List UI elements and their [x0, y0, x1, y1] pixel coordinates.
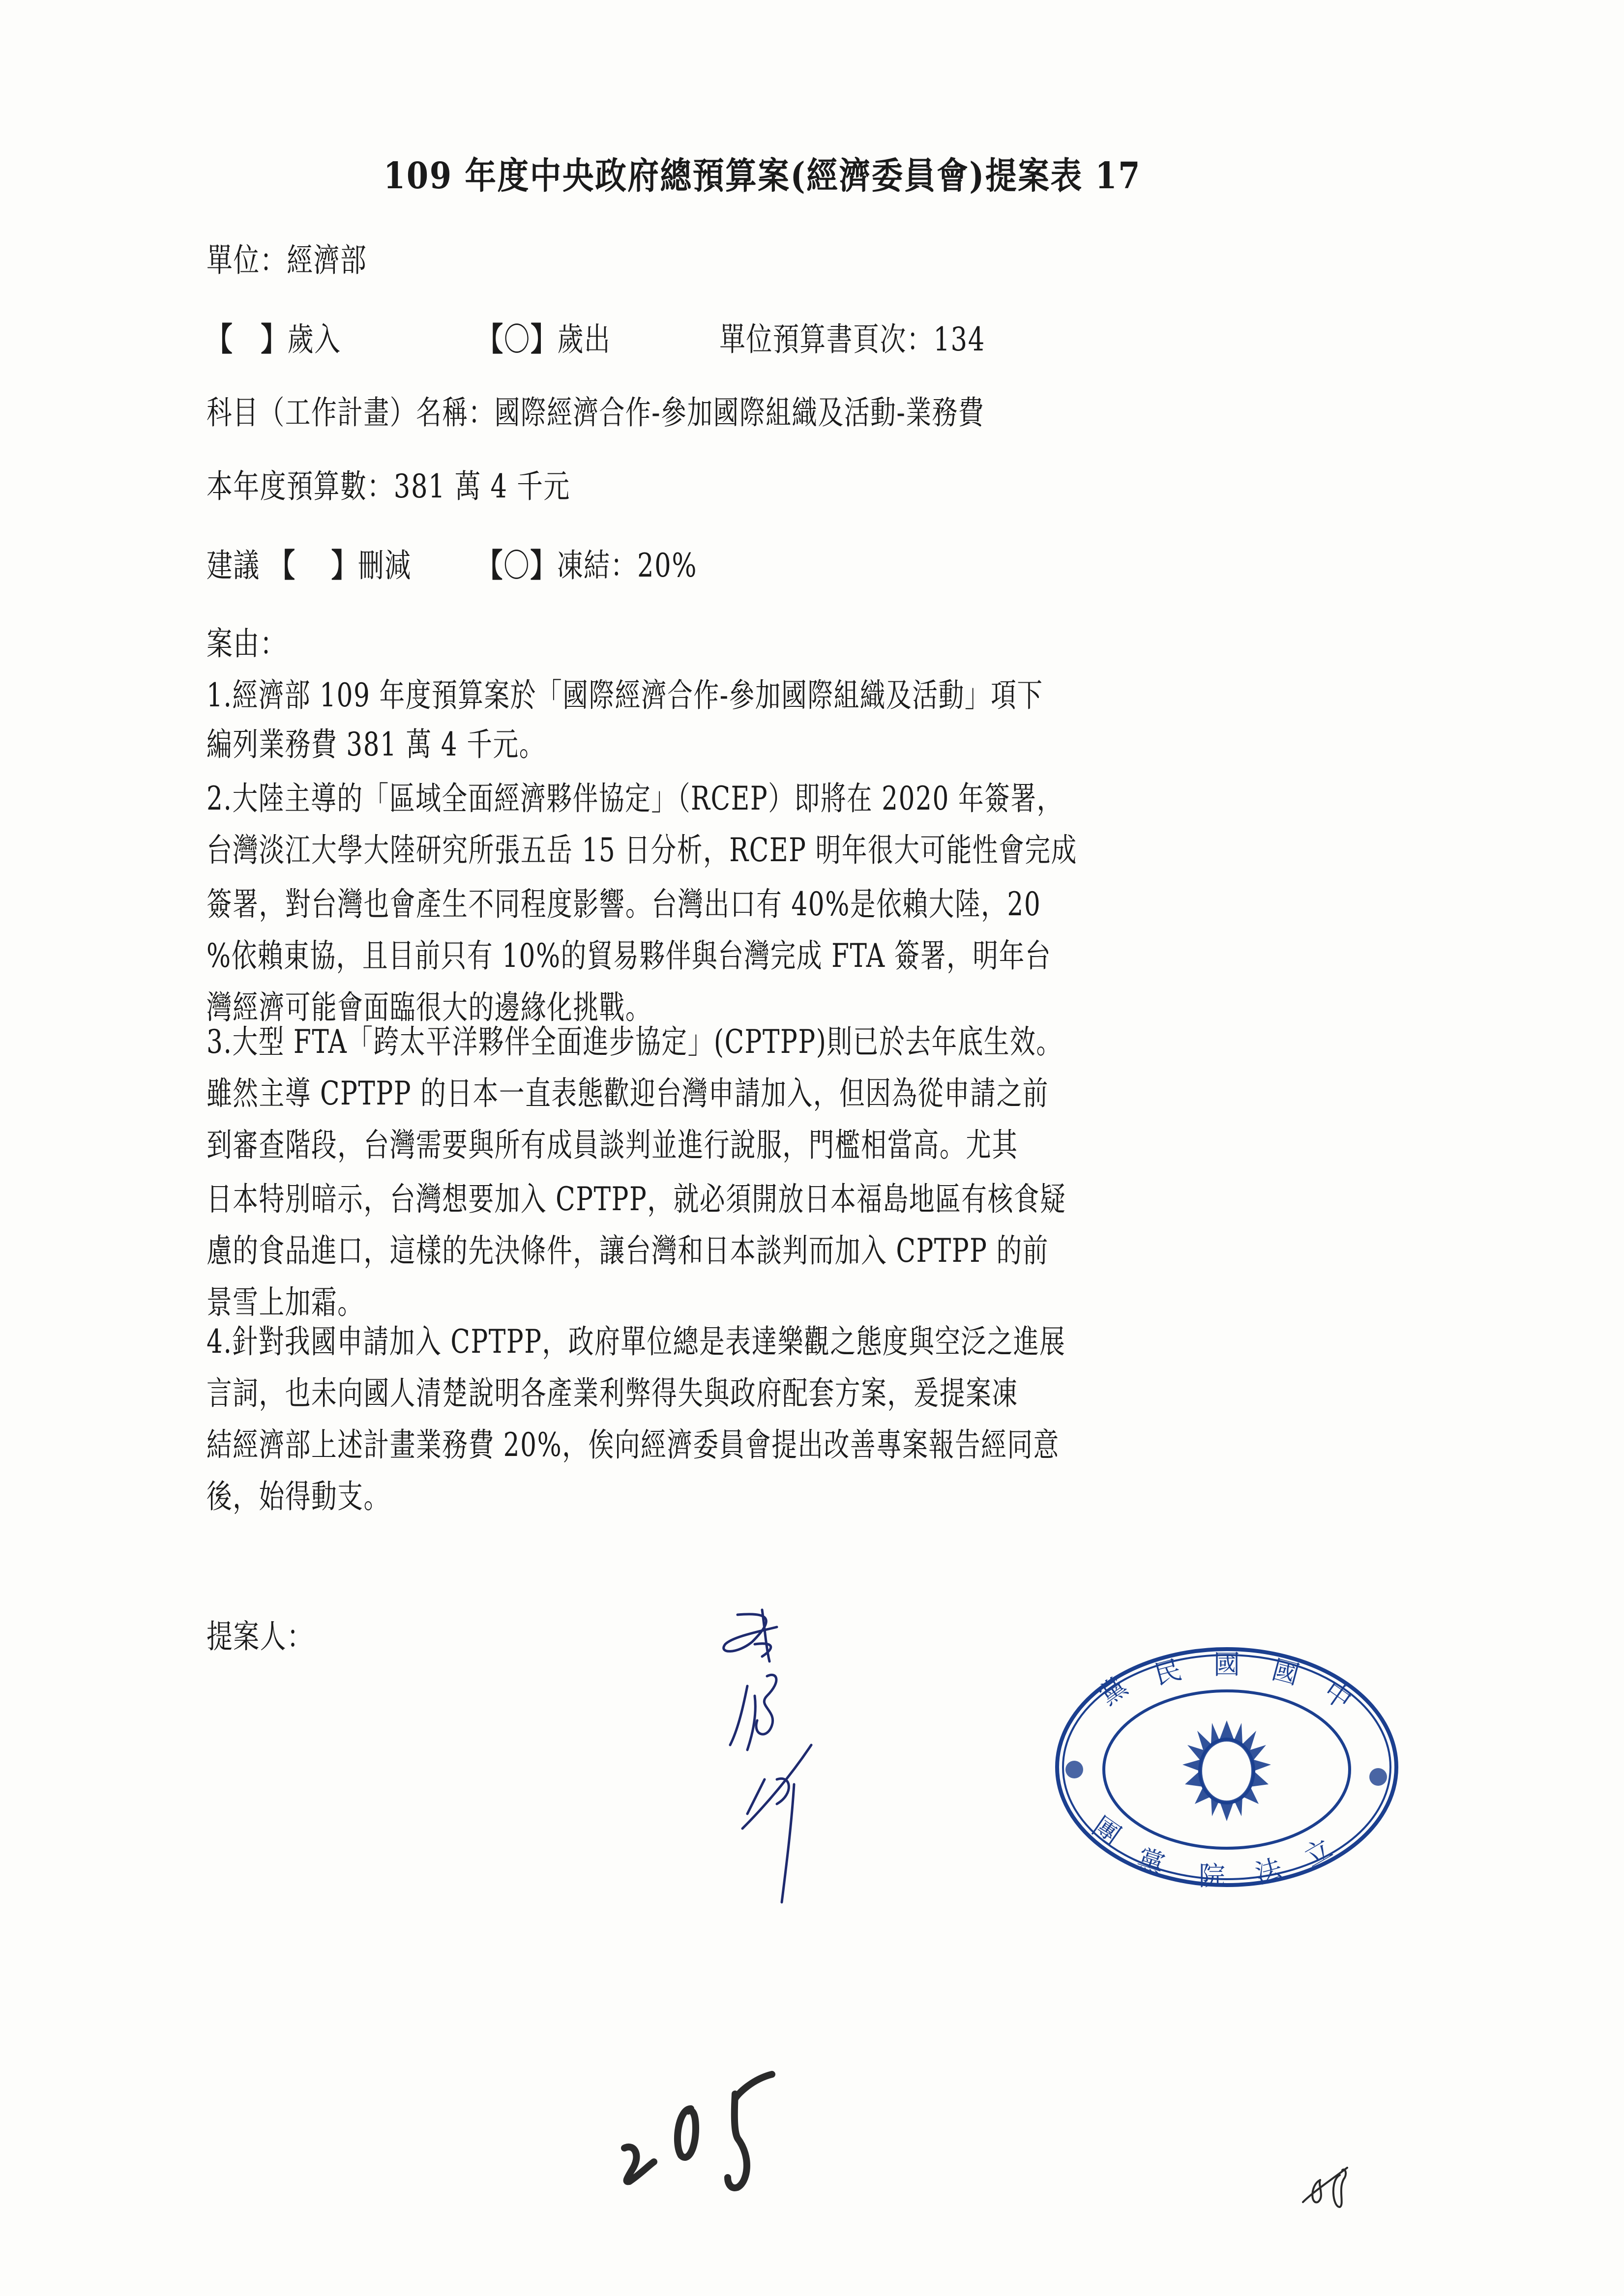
- reason-line: 簽署，對台灣也會產生不同程度影響。台灣出口有 40%是依賴大陸，20: [207, 885, 1041, 923]
- bracket-close: 】: [531, 320, 558, 358]
- suggestion-label: 建議: [207, 547, 260, 584]
- reason-line: 慮的食品進口，這樣的先決條件，讓台灣和日本談判而加入 CPTPP 的前: [207, 1232, 1049, 1270]
- svg-text:國: 國: [1213, 1649, 1240, 1680]
- svg-text:黨: 黨: [1133, 1843, 1169, 1881]
- reason-line: 編列業務費 381 萬 4 千元。: [207, 726, 545, 763]
- bracket-close: 】: [530, 546, 557, 584]
- reason-line: 灣經濟可能會面臨很大的邊緣化挑戰。: [207, 988, 652, 1026]
- cut-label: 刪減: [357, 547, 412, 584]
- reason-line: 3.大型 FTA「跨太平洋夥伴全面進步協定」(CPTPP)則已於去年底生效。: [207, 1023, 1063, 1061]
- cut-checkbox[interactable]: [269, 546, 412, 585]
- reason-line: %依賴東協，且目前只有 10%的貿易夥伴與台灣完成 FTA 簽署，明年台: [207, 937, 1052, 975]
- svg-text:中: 中: [1318, 1675, 1358, 1716]
- unit-label: 單位：: [207, 241, 287, 279]
- plum-blossom-icon: [1369, 1768, 1387, 1786]
- bracket-close: 】: [261, 320, 288, 358]
- revenue-checkbox[interactable]: [207, 320, 341, 359]
- handwritten-corner-number: [1298, 2158, 1372, 2212]
- reason-line: 結經濟部上述計畫業務費 20%，俟向經濟委員會提出改善專案報告經同意: [207, 1426, 1060, 1464]
- reason-line: 2.大陸主導的「區域全面經濟夥伴協定」（RCEP）即將在 2020 年簽署，: [207, 780, 1063, 817]
- expenditure-mark-circle-icon: 〇: [503, 320, 531, 358]
- reason-line: 景雪上加霜。: [207, 1283, 364, 1321]
- svg-text:團: 團: [1087, 1810, 1126, 1852]
- reason-line: 台灣淡江大學大陸研究所張五岳 15 日分析，RCEP 明年很大可能性會完成: [207, 831, 1077, 869]
- freeze-label: 凍結：20%: [557, 547, 698, 584]
- page-reference: 單位預算書頁次：134: [719, 320, 985, 358]
- unit-value: 經濟部: [287, 241, 367, 279]
- reason-line: 後，始得動支。: [207, 1478, 390, 1515]
- unit-line: [207, 241, 367, 280]
- reason-line: 4.針對我國申請加入 CPTPP，政府單位總是表達樂觀之態度與空泛之進展: [207, 1323, 1066, 1361]
- svg-text:黨: 黨: [1093, 1670, 1133, 1712]
- budget-type-row: [207, 320, 985, 359]
- handwritten-page-number: [605, 2064, 880, 2192]
- expenditure-checkbox[interactable]: [477, 320, 611, 359]
- bracket-open: 【: [476, 546, 503, 584]
- reason-line: 1.經濟部 109 年度預算案於「國際經濟合作-參加國際組織及活動」項下: [207, 676, 1043, 714]
- freeze-mark-circle-icon: 〇: [503, 547, 531, 584]
- proposer-label: 提案人：: [207, 1618, 314, 1656]
- handwritten-signature: [708, 1598, 865, 1942]
- subject-line: 科目（工作計畫）名稱：國際經濟合作-參加國際組織及活動-業務費: [207, 394, 985, 432]
- plum-blossom-icon: [1065, 1761, 1083, 1778]
- expenditure-label: 歲出: [557, 320, 611, 358]
- revenue-label: 歲入: [287, 320, 341, 358]
- svg-text:立: 立: [1299, 1832, 1337, 1873]
- svg-text:國: 國: [1269, 1654, 1303, 1691]
- bracket-close: 】: [331, 546, 358, 584]
- bracket-open: 【: [269, 546, 296, 584]
- reason-line: 言詞，也未向國人清楚說明各產業利弊得失與政府配套方案，爰提案凍: [207, 1374, 1018, 1412]
- document-title: 109 年度中央政府總預算案(經濟委員會)提案表 17: [384, 155, 1142, 197]
- svg-text:法: 法: [1251, 1853, 1286, 1890]
- freeze-checkbox[interactable]: [477, 546, 698, 585]
- svg-text:民: 民: [1151, 1654, 1185, 1691]
- party-caucus-stamp: [1045, 1644, 1409, 1890]
- bracket-open: 【: [477, 320, 504, 358]
- bracket-open: 【: [207, 320, 234, 358]
- reason-line: 到審查階段，台灣需要與所有成員談判並進行說服，門檻相當高。尤其: [207, 1126, 1018, 1164]
- reason-line: 日本特別暗示，台灣想要加入 CPTPP，就必須開放日本福島地區有核食疑: [207, 1180, 1066, 1218]
- reason-label: 案由：: [207, 625, 287, 663]
- svg-text:院: 院: [1199, 1860, 1225, 1890]
- reason-line: 雖然主導 CPTPP 的日本一直表態歡迎台灣申請加入，但因為從申請之前: [207, 1075, 1049, 1112]
- budget-amount-line: 本年度預算數：381 萬 4 千元: [207, 467, 570, 505]
- suggestion-row: [207, 546, 697, 585]
